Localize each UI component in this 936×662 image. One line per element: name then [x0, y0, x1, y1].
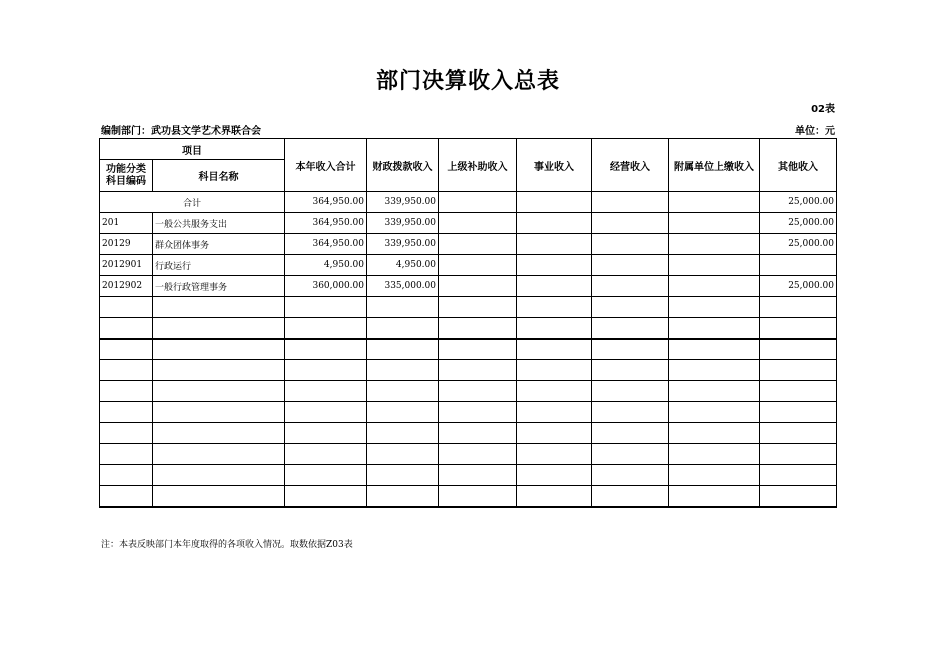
empty-cell: [439, 360, 517, 381]
header-col-affiliate: 附属单位上缴收入: [669, 139, 760, 192]
empty-cell: [153, 486, 285, 507]
empty-cell: [517, 444, 592, 465]
empty-cell: [100, 423, 153, 444]
cell-total: 364,950.00: [285, 213, 367, 234]
cell-operating: [592, 276, 669, 297]
cell-affiliate: [669, 213, 760, 234]
cell-total: 364,950.00: [285, 234, 367, 255]
empty-cell: [367, 486, 439, 507]
row-name: 行政运行: [153, 255, 285, 276]
empty-cell: [760, 486, 837, 507]
empty-cell: [367, 360, 439, 381]
empty-cell: [153, 402, 285, 423]
empty-cell: [517, 297, 592, 318]
header-subject-name: 科目名称: [153, 160, 285, 192]
row-code: 20129: [100, 234, 153, 255]
header-func-code: 功能分类 科目编码: [100, 160, 153, 192]
empty-cell: [517, 360, 592, 381]
empty-cell: [439, 402, 517, 423]
empty-row: [100, 465, 837, 486]
empty-cell: [592, 423, 669, 444]
header-col-other: 其他收入: [760, 139, 837, 192]
page-title: 部门决算收入总表: [375, 69, 560, 94]
empty-cell: [153, 465, 285, 486]
cell-fiscal: 339,950.00: [367, 213, 439, 234]
cell-operating: [592, 255, 669, 276]
empty-cell: [760, 444, 837, 465]
empty-cell: [285, 444, 367, 465]
empty-cell: [100, 381, 153, 402]
empty-cell: [100, 465, 153, 486]
department-label: 编制部门：武功县文学艺术界联合会: [101, 126, 261, 137]
empty-cell: [517, 486, 592, 507]
empty-cell: [285, 339, 367, 360]
empty-cell: [439, 465, 517, 486]
empty-cell: [153, 444, 285, 465]
empty-cell: [285, 465, 367, 486]
empty-cell: [760, 381, 837, 402]
cell-operating: [592, 234, 669, 255]
income-summary-table: [99, 138, 837, 508]
table-row: [100, 255, 837, 276]
form-number: 02表: [811, 104, 835, 115]
cell-fiscal: 339,950.00: [367, 234, 439, 255]
cell-other: [760, 255, 837, 276]
table-row: [100, 234, 837, 255]
empty-cell: [100, 444, 153, 465]
empty-cell: [367, 423, 439, 444]
cell-fiscal: 339,950.00: [367, 192, 439, 213]
cell-affiliate: [669, 234, 760, 255]
empty-cell: [439, 339, 517, 360]
row-name: 一般公共服务支出: [153, 213, 285, 234]
row-name: 合计: [100, 192, 285, 213]
empty-cell: [439, 486, 517, 507]
empty-cell: [760, 423, 837, 444]
table-row: [100, 213, 837, 234]
empty-cell: [669, 339, 760, 360]
cell-business: [517, 192, 592, 213]
row-code: 2012901: [100, 255, 153, 276]
cell-upper: [439, 255, 517, 276]
empty-cell: [153, 318, 285, 339]
empty-cell: [367, 297, 439, 318]
empty-cell: [285, 297, 367, 318]
empty-cell: [760, 402, 837, 423]
cell-other: 25,000.00: [760, 276, 837, 297]
cell-operating: [592, 192, 669, 213]
empty-cell: [100, 339, 153, 360]
cell-other: 25,000.00: [760, 213, 837, 234]
cell-upper: [439, 192, 517, 213]
empty-cell: [367, 465, 439, 486]
row-name: 一般行政管理事务: [153, 276, 285, 297]
empty-cell: [367, 339, 439, 360]
empty-cell: [439, 297, 517, 318]
empty-cell: [153, 423, 285, 444]
empty-cell: [760, 297, 837, 318]
cell-affiliate: [669, 192, 760, 213]
cell-other: 25,000.00: [760, 234, 837, 255]
row-name: 群众团体事务: [153, 234, 285, 255]
empty-row: [100, 318, 837, 339]
cell-affiliate: [669, 255, 760, 276]
empty-cell: [669, 381, 760, 402]
empty-cell: [669, 423, 760, 444]
empty-cell: [517, 381, 592, 402]
empty-cell: [669, 318, 760, 339]
footnote: 注：本表反映部门本年度取得的各项收入情况。取数依据Z03表: [101, 540, 353, 550]
cell-total: 364,950.00: [285, 192, 367, 213]
unit-label: 单位：元: [795, 126, 835, 137]
empty-cell: [100, 360, 153, 381]
empty-row: [100, 444, 837, 465]
empty-cell: [439, 318, 517, 339]
cell-business: [517, 234, 592, 255]
empty-cell: [760, 360, 837, 381]
table-row: [100, 276, 837, 297]
empty-cell: [285, 402, 367, 423]
empty-cell: [592, 381, 669, 402]
empty-cell: [669, 402, 760, 423]
empty-cell: [669, 465, 760, 486]
cell-other: 25,000.00: [760, 192, 837, 213]
empty-cell: [367, 402, 439, 423]
header-project: 项目: [100, 139, 285, 160]
empty-row: [100, 339, 837, 360]
cell-business: [517, 255, 592, 276]
cell-business: [517, 276, 592, 297]
empty-cell: [100, 486, 153, 507]
empty-cell: [439, 381, 517, 402]
empty-cell: [592, 297, 669, 318]
empty-cell: [592, 444, 669, 465]
empty-cell: [285, 360, 367, 381]
cell-total: 4,950.00: [285, 255, 367, 276]
cell-fiscal: 4,950.00: [367, 255, 439, 276]
empty-cell: [592, 465, 669, 486]
header-col-fiscal: 财政拨款收入: [367, 139, 439, 192]
empty-cell: [153, 339, 285, 360]
empty-cell: [669, 486, 760, 507]
row-code: 201: [100, 213, 153, 234]
empty-row: [100, 360, 837, 381]
empty-cell: [669, 360, 760, 381]
empty-cell: [100, 297, 153, 318]
empty-cell: [367, 444, 439, 465]
cell-business: [517, 213, 592, 234]
header-col-total: 本年收入合计: [285, 139, 367, 192]
empty-row: [100, 381, 837, 402]
empty-cell: [285, 423, 367, 444]
row-code: 2012902: [100, 276, 153, 297]
empty-cell: [367, 381, 439, 402]
empty-cell: [517, 318, 592, 339]
header-col-operating: 经营收入: [592, 139, 669, 192]
empty-cell: [439, 444, 517, 465]
empty-cell: [153, 297, 285, 318]
empty-cell: [592, 318, 669, 339]
table-row: [100, 192, 837, 213]
empty-cell: [669, 297, 760, 318]
empty-cell: [760, 465, 837, 486]
header-col-upper: 上级补助收入: [439, 139, 517, 192]
empty-cell: [592, 360, 669, 381]
empty-cell: [439, 423, 517, 444]
cell-affiliate: [669, 276, 760, 297]
empty-cell: [285, 381, 367, 402]
empty-cell: [100, 318, 153, 339]
empty-row: [100, 402, 837, 423]
empty-cell: [760, 339, 837, 360]
empty-cell: [100, 402, 153, 423]
cell-fiscal: 335,000.00: [367, 276, 439, 297]
cell-total: 360,000.00: [285, 276, 367, 297]
empty-cell: [517, 423, 592, 444]
empty-cell: [669, 444, 760, 465]
empty-cell: [285, 486, 367, 507]
empty-cell: [367, 318, 439, 339]
cell-upper: [439, 276, 517, 297]
empty-cell: [153, 381, 285, 402]
empty-cell: [285, 318, 367, 339]
empty-row: [100, 486, 837, 507]
empty-cell: [517, 339, 592, 360]
empty-cell: [592, 486, 669, 507]
empty-cell: [592, 339, 669, 360]
empty-cell: [517, 465, 592, 486]
cell-upper: [439, 234, 517, 255]
empty-row: [100, 423, 837, 444]
empty-cell: [517, 402, 592, 423]
empty-cell: [592, 402, 669, 423]
cell-operating: [592, 213, 669, 234]
empty-cell: [153, 360, 285, 381]
empty-row: [100, 297, 837, 318]
cell-upper: [439, 213, 517, 234]
empty-cell: [760, 318, 837, 339]
header-col-business: 事业收入: [517, 139, 592, 192]
